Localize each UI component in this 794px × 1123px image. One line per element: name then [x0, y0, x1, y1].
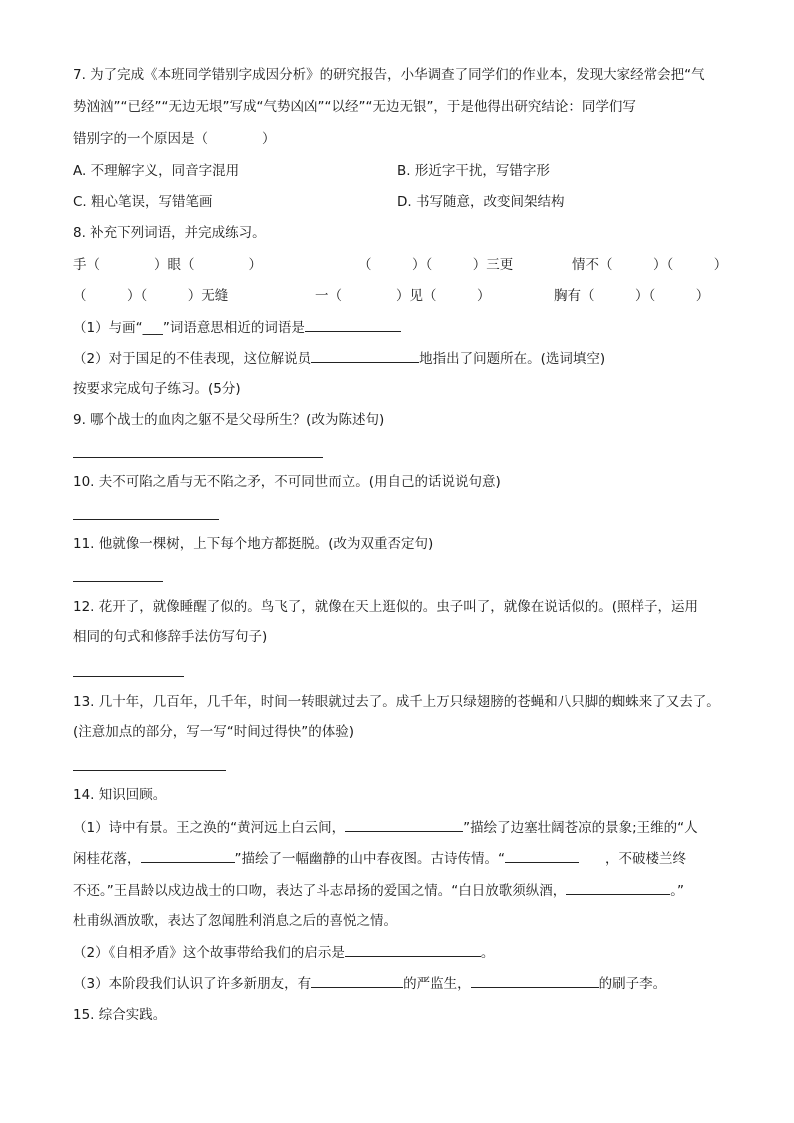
- q8-word-5: 一（ ）见（ ）: [315, 288, 491, 304]
- q14-line1: [73, 817, 698, 838]
- q14-l2a: 闲桂花落，: [73, 851, 141, 867]
- q8-sub2-pre: （2）对于国足的不佳表现，这位解说员: [73, 351, 312, 367]
- q14-l6a: （3）本阶段我们认识了许多新朋友，有: [73, 976, 312, 992]
- q9-answer-line[interactable]: [73, 457, 323, 458]
- q11-text: 11. 他就像一棵树，上下每个地方都挺脱。(改为双重否定句): [73, 536, 434, 552]
- q9-text: 9. 哪个战士的血肉之躯不是父母所生？(改为陈述句): [73, 412, 385, 428]
- q8-sub2: [73, 348, 605, 369]
- q14-line4: 杜甫纵酒放歌，表达了忽闻胜利消息之后的喜悦之情。: [73, 913, 397, 929]
- q8-word-4: （ ）（ ）无缝: [73, 288, 229, 304]
- q13-answer-line[interactable]: [73, 770, 226, 771]
- q14-l3a: 不还。”王昌龄以戍边战士的口吻，表达了斗志昂扬的爱国之情。“白日放歌须纵酒，: [73, 883, 567, 899]
- q8-word-3: 情不（ ）（ ）: [572, 257, 728, 273]
- answer-blank[interactable]: [345, 817, 463, 832]
- q14-l5a: （2）《自相矛盾》这个故事带给我们的启示是: [73, 945, 345, 961]
- q14-l1b: ”描绘了边塞壮阔苍凉的景象;王维的“人: [463, 820, 698, 836]
- q8-word-1: 手（ ）眼（ ）: [73, 257, 262, 273]
- q8-title: 8. 补充下列词语，并完成练习。: [73, 225, 266, 241]
- q8-sub2-post: 地指出了问题所在。(选词填空): [419, 351, 606, 367]
- q14-line6: [73, 973, 666, 994]
- q7-option-b[interactable]: B. 形近字干扰，写错字形: [397, 163, 550, 179]
- q8-sub1-pre: （1）与画“: [73, 320, 143, 336]
- q10-answer-line[interactable]: [73, 519, 219, 520]
- q12-answer-line[interactable]: [73, 676, 184, 677]
- q8-sub1-post: ”词语意思相近的词语是: [162, 320, 305, 336]
- q7-line2: 势汹汹”“已经”“无边无垠”写成“气势凶凶”“以经”“无边无银”，于是他得出研究结论：同学们写: [73, 99, 636, 115]
- q11-answer-line[interactable]: [73, 581, 163, 582]
- q8-word-2: （ ）（ ）三更: [358, 257, 514, 273]
- q12-line1: 12. 花开了，就像睡醒了似的。鸟飞了，就像在天上逛似的。虫子叫了，就像在说话似的。(照样子，运用: [73, 599, 699, 615]
- q7-option-d[interactable]: D. 书写随意，改变间架结构: [397, 194, 565, 210]
- answer-blank[interactable]: [471, 973, 599, 988]
- q14-l6c: 的刷子李。: [598, 976, 667, 992]
- q14-line3: [73, 880, 684, 901]
- q14-title: 14. 知识回顾。: [73, 787, 167, 803]
- answer-blank[interactable]: [305, 317, 401, 332]
- q14-l6b: 的严监生，: [403, 976, 471, 992]
- q8-sub1: [73, 317, 401, 338]
- q14-line2: [73, 848, 686, 869]
- q14-l2b: ”描绘了一幅幽静的山中春夜图。古诗传情。“: [234, 851, 505, 867]
- q7-line3: 错别字的一个原因是（ ）: [73, 131, 276, 147]
- q14-l3b: 。”: [670, 883, 684, 899]
- q10-text: 10. 夫不可陷之盾与无不陷之矛，不可同世而立。(用自己的话说说句意): [73, 474, 501, 490]
- q14-l5b: 。: [480, 945, 495, 961]
- q13-line1: 13. 几十年，几百年，几千年，时间一转眼就过去了。成千上万只绿翅膀的苍蝇和八只脚的蜘蛛来了又去了。: [73, 694, 720, 710]
- q15-text: 15. 综合实践。: [73, 1007, 167, 1023]
- q8-word-6: 胸有（ ）（ ）: [554, 288, 710, 304]
- q8-sub1-mark: ___: [142, 320, 163, 336]
- q14-l1a: （1）诗中有景。王之涣的“黄河远上白云间，: [73, 820, 346, 836]
- section-heading: 按要求完成句子练习。(5分): [73, 381, 241, 397]
- q7-option-a[interactable]: A. 不理解字义，同音字混用: [73, 163, 240, 179]
- q13-line2: (注意加点的部分，写一写“时间过得快”的体验): [73, 724, 355, 740]
- answer-blank[interactable]: [566, 880, 670, 895]
- q7-option-c[interactable]: C. 粗心笔误，写错笔画: [73, 194, 213, 210]
- answer-blank[interactable]: [311, 348, 419, 363]
- answer-blank[interactable]: [505, 848, 579, 863]
- q14-l2c: ，不破楼兰终: [605, 851, 686, 867]
- q7-line1: 7. 为了完成《本班同学错别字成因分析》的研究报告，小华调查了同学们的作业本，发现大家经常会把“气: [73, 67, 705, 83]
- answer-blank[interactable]: [311, 973, 403, 988]
- answer-blank[interactable]: [141, 848, 235, 863]
- q12-line2: 相同的句式和修辞手法仿写句子): [73, 629, 268, 645]
- q14-line5: [73, 942, 494, 963]
- answer-blank[interactable]: [345, 942, 481, 957]
